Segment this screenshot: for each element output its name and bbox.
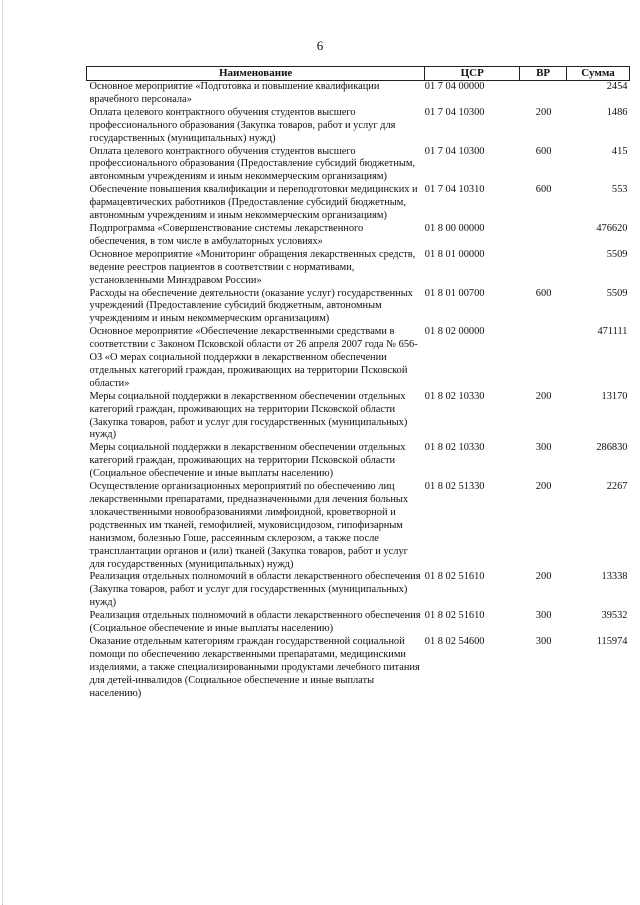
row-vr: 200 bbox=[535, 481, 552, 493]
row-vr: 600 bbox=[535, 184, 552, 196]
row-name: Расходы на обеспечение деятельности (оказание услуг) государственных учреждений (Предоставление субсидий бюджетным, автономным учреждениям и иным некоммерческим организациям) bbox=[89, 287, 413, 325]
header-sum: Сумма bbox=[567, 67, 630, 81]
row-sum: 115974 bbox=[596, 635, 628, 647]
row-csr: 01 7 04 10300 bbox=[424, 145, 485, 157]
row-name: Оказание отдельным категориям граждан государственной социальной помощи по обеспечению лекарственными препаратами, медицинскими изделиями, а также специализированными продуктами лечебного питания для детей-инвалидов (Социальное обеспечение и иные выплаты населению) bbox=[89, 635, 420, 699]
row-csr: 01 8 01 00700 bbox=[424, 287, 485, 299]
row-name: Оплата целевого контрактного обучения студентов высшего профессионального образования (Закупка товаров, работ и услуг для государственных (муниципальных) нужд) bbox=[89, 106, 396, 144]
row-sum: 471111 bbox=[597, 326, 628, 338]
row-sum: 1486 bbox=[606, 106, 628, 118]
table-row bbox=[87, 442, 630, 481]
table-row bbox=[87, 571, 630, 610]
page-number: 6 bbox=[316, 38, 324, 53]
table-row bbox=[87, 326, 630, 391]
row-vr: 300 bbox=[535, 442, 552, 454]
row-name: Осуществление организационных мероприятий по обеспечению лиц лекарственными препаратами, предназначенными для лечения больных злокачественными новообразованиями лимфоидной, кроветворной и родственных им тканей, гемофилией, муковисцидозом, гипофизарным нанизмом, болезнью Гоше, рассеянным склерозом, а также после трансплантации органов и (или) тканей (Закупка товаров, работ и услуг для государственных (муниципальных) нужд) bbox=[89, 481, 409, 570]
table-row bbox=[87, 223, 630, 249]
row-csr: 01 8 02 54600 bbox=[424, 635, 485, 647]
row-name: Оплата целевого контрактного обучения студентов высшего профессионального образования (Предоставление субсидий бюджетным, автономным учреждениям и иным некоммерческим организациям) bbox=[89, 145, 416, 183]
row-sum: 2267 bbox=[606, 481, 628, 493]
row-sum: 39532 bbox=[601, 610, 628, 622]
table-row bbox=[87, 481, 630, 571]
row-vr bbox=[520, 249, 567, 288]
row-sum: 2454 bbox=[606, 81, 628, 92]
row-vr: 200 bbox=[535, 571, 552, 583]
row-csr: 01 8 01 00000 bbox=[424, 248, 485, 260]
table-row bbox=[87, 107, 630, 146]
row-sum: 553 bbox=[611, 184, 628, 196]
row-name: Подпрограмма «Совершенствование системы лекарственного обеспечения, в том числе в амбулаторных условиях» bbox=[89, 222, 364, 247]
table-row bbox=[87, 288, 630, 327]
row-csr: 01 8 02 00000 bbox=[424, 326, 485, 338]
row-sum: 476620 bbox=[596, 222, 628, 234]
table-row bbox=[87, 184, 630, 223]
row-name: Основное мероприятие «Подготовка и повышение квалификации врачебного персонала» bbox=[89, 81, 380, 105]
table-row bbox=[87, 81, 630, 107]
table-row bbox=[87, 249, 630, 288]
row-vr: 300 bbox=[535, 635, 552, 647]
row-csr: 01 7 04 00000 bbox=[424, 81, 485, 92]
row-vr bbox=[520, 223, 567, 249]
table-header-row bbox=[87, 67, 630, 81]
table-row bbox=[87, 391, 630, 443]
table-row bbox=[87, 636, 630, 701]
row-vr: 200 bbox=[535, 106, 552, 118]
row-csr: 01 7 04 10300 bbox=[424, 106, 485, 118]
row-sum: 5509 bbox=[606, 248, 628, 260]
page-edge-mark bbox=[2, 0, 4, 905]
row-name: Основное мероприятие «Обеспечение лекарственными средствами в соответствии с Законом Псковской области от 26 апреля 2007 года № 656-ОЗ «О мерах социальной поддержки в лекарственном обеспечении отдельных категорий граждан, проживающих на территории Псковской области» bbox=[89, 326, 418, 389]
row-csr: 01 8 00 00000 bbox=[424, 222, 485, 234]
table-row bbox=[87, 146, 630, 185]
row-csr: 01 8 02 10330 bbox=[424, 390, 485, 402]
row-csr: 01 8 02 51610 bbox=[424, 610, 485, 622]
row-sum: 286830 bbox=[596, 442, 628, 454]
table-row bbox=[87, 610, 630, 636]
row-sum: 13170 bbox=[601, 390, 628, 402]
row-vr bbox=[520, 81, 567, 107]
header-name: Наименование bbox=[87, 67, 425, 81]
row-vr bbox=[520, 326, 567, 391]
row-csr: 01 8 02 10330 bbox=[424, 442, 485, 454]
row-sum: 415 bbox=[611, 145, 628, 157]
row-csr: 01 8 02 51610 bbox=[424, 571, 485, 583]
row-csr: 01 8 02 51330 bbox=[424, 481, 485, 493]
header-vr: ВР bbox=[520, 67, 567, 81]
row-name: Меры социальной поддержки в лекарственном обеспечении отдельных категорий граждан, проживающих на территории Псковской области (Закупка товаров, работ и услуг для государственных (муниципальных) нужд) bbox=[89, 390, 408, 441]
row-sum: 5509 bbox=[606, 287, 628, 299]
row-vr: 600 bbox=[535, 145, 552, 157]
row-vr: 200 bbox=[535, 390, 552, 402]
row-vr: 300 bbox=[535, 610, 552, 622]
budget-table bbox=[86, 66, 630, 701]
row-csr: 01 7 04 10310 bbox=[424, 184, 485, 196]
row-name: Обеспечение повышения квалификации и переподготовки медицинских и фармацевтических работников (Предоставление субсидий бюджетным, автономным учреждениям и иным некоммерческим организациям) bbox=[89, 184, 418, 222]
row-name: Меры социальной поддержки в лекарственном обеспечении отдельных категорий граждан, проживающих на территории Псковской области (Социальное обеспечение и иные выплаты населению) bbox=[89, 442, 406, 480]
row-name: Реализация отдельных полномочий в области лекарственного обеспечения (Социальное обеспечение и иные выплаты населению) bbox=[89, 610, 421, 635]
row-vr: 600 bbox=[535, 287, 552, 299]
row-name: Реализация отдельных полномочий в области лекарственного обеспечения (Закупка товаров, работ и услуг для государственных (муниципальных) нужд) bbox=[89, 571, 421, 609]
header-csr: ЦСР bbox=[425, 67, 520, 81]
row-name: Основное мероприятие «Мониторинг обращения лекарственных средств, ведение реестров пациентов в соответствии с нормативами, установленными Минздравом России» bbox=[89, 248, 416, 286]
row-sum: 13338 bbox=[601, 571, 628, 583]
